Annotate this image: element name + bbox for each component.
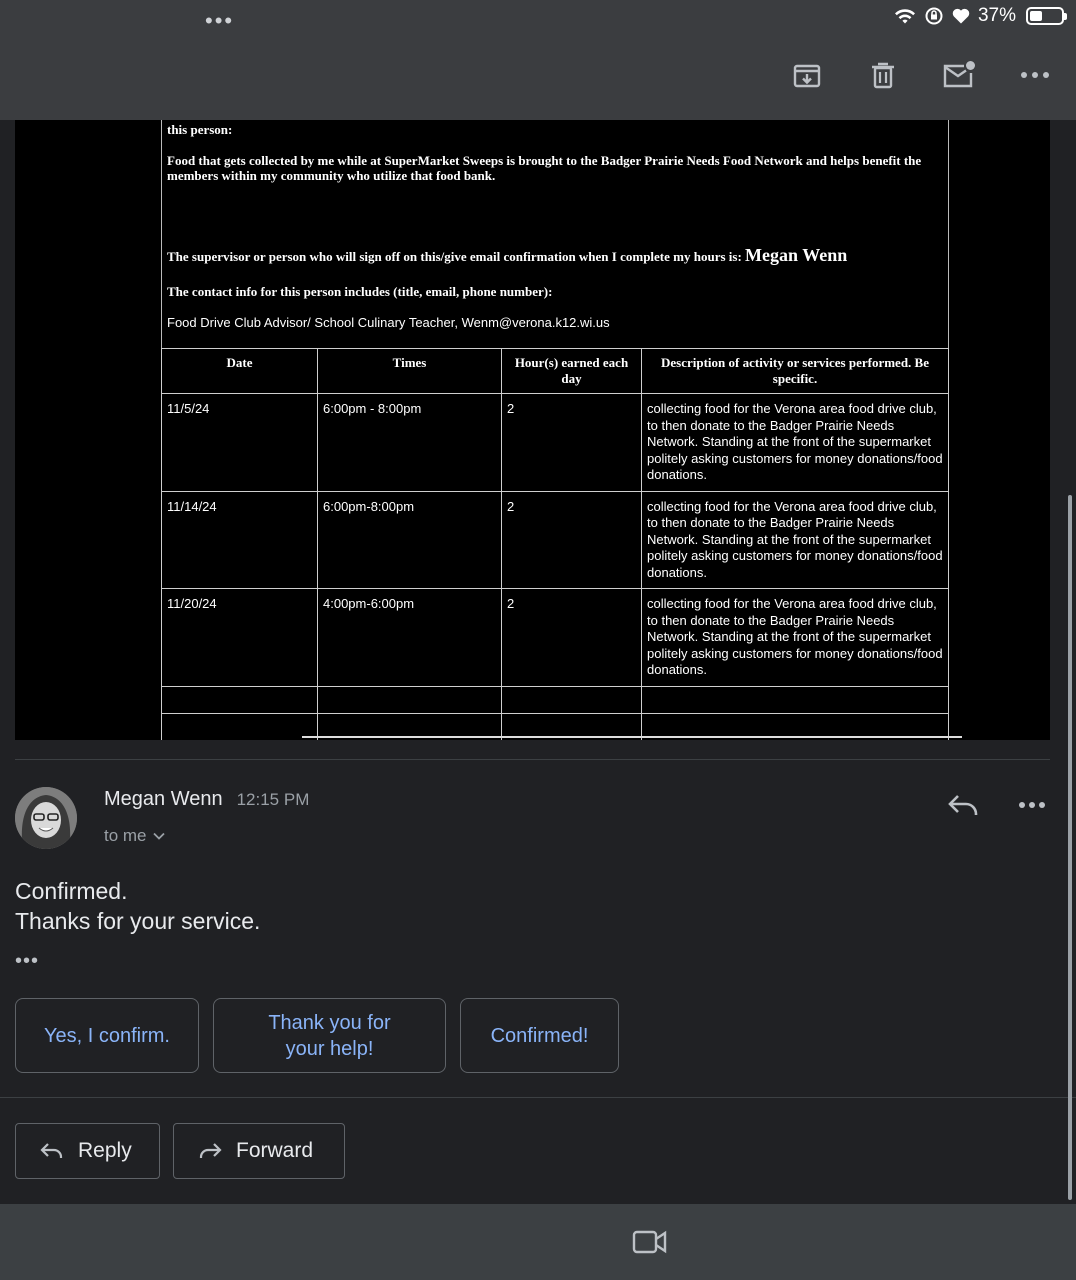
delete-button[interactable] xyxy=(864,58,902,92)
forward-button[interactable] xyxy=(173,1123,345,1179)
doc-supervisor-name: Megan Wenn xyxy=(745,245,848,265)
smart-reply-chip[interactable]: Yes, I confirm. xyxy=(15,998,199,1073)
message-body xyxy=(15,876,260,936)
trash-icon xyxy=(869,60,897,90)
doc-line-food: Food that gets collected by me while at SuperMarket Sweeps is brought to the Badger Prairie Needs Food Network and helps benefit the members within my community who utilize that food bank. xyxy=(167,153,922,183)
reply-icon xyxy=(40,1142,64,1160)
status-bar xyxy=(894,4,1064,28)
header-date: Date xyxy=(162,349,318,394)
heart-icon xyxy=(952,8,970,24)
header-hours: Hour(s) earned each day xyxy=(502,349,642,394)
battery-percent: 37% xyxy=(977,5,1016,26)
forward-icon xyxy=(198,1142,222,1160)
cell-hours: 2 xyxy=(502,394,642,492)
meet-video-button[interactable] xyxy=(632,1228,668,1256)
wifi-icon xyxy=(894,7,916,25)
smart-reply-chip[interactable]: Thank you for your help! xyxy=(213,998,446,1073)
doc-contact-info: Food Drive Club Advisor/ School Culinary Teacher, Wenm@verona.k12.wi.us xyxy=(167,315,610,330)
doc-supervisor-label: The supervisor or person who will sign off on this/give email confirmation when I complete my hours is: xyxy=(167,249,742,264)
attachment-image[interactable] xyxy=(15,120,1050,740)
bottom-bar xyxy=(0,1204,1076,1280)
actions-divider xyxy=(0,1097,1076,1098)
table-row xyxy=(162,491,949,589)
body-line-2: Thanks for your service. xyxy=(15,908,261,934)
hours-table xyxy=(161,348,949,740)
top-toolbar xyxy=(0,0,1076,120)
battery-icon xyxy=(1026,7,1064,25)
sender-name: Megan Wenn xyxy=(104,788,223,810)
cell-hours: 2 xyxy=(502,491,642,589)
cell-description: collecting food for the Verona area food drive club, to then donate to the Badger Prairie Needs Network. Standing at the front of the supermarket politely asking customers for money donations/food donations. xyxy=(642,589,949,687)
mark-unread-button[interactable] xyxy=(940,58,978,92)
reply-forward-row xyxy=(15,1123,345,1179)
avatar[interactable] xyxy=(15,787,77,849)
cell-times: 6:00pm - 8:00pm xyxy=(318,394,502,492)
cell-times: 4:00pm-6:00pm xyxy=(318,589,502,687)
smart-reply-chip[interactable]: Confirmed! xyxy=(460,998,619,1073)
doc-line-person: this person: xyxy=(167,122,233,137)
video-camera-icon xyxy=(632,1228,668,1256)
cell-description: collecting food for the Verona area food drive club, to then donate to the Badger Prairie Needs Network. Standing at the front of the supermarket politely asking customers for money donations/food donations. xyxy=(642,491,949,589)
cell-date: 11/14/24 xyxy=(162,491,318,589)
table-row xyxy=(162,589,949,687)
body-line-1: Confirmed. xyxy=(15,878,128,904)
show-trimmed-content-button[interactable]: ••• xyxy=(15,950,40,972)
recipient-details-toggle[interactable] xyxy=(104,826,165,846)
rotation-lock-icon xyxy=(924,6,944,26)
cell-date: 11/5/24 xyxy=(162,394,318,492)
doc-line-supervisor xyxy=(167,245,927,265)
more-horizontal-icon xyxy=(1018,801,1046,809)
recipient-label: to me xyxy=(104,826,147,845)
more-options-button[interactable] xyxy=(1016,58,1054,92)
avatar-photo-icon xyxy=(15,787,77,849)
reply-label: Reply xyxy=(78,1139,132,1162)
reply-icon-button[interactable] xyxy=(944,788,982,822)
doc-contact-label: The contact info for this person includes (title, email, phone number): xyxy=(167,284,553,299)
table-row xyxy=(162,394,949,492)
cell-date: 11/20/24 xyxy=(162,589,318,687)
chevron-down-icon xyxy=(153,832,165,840)
archive-button[interactable] xyxy=(788,58,826,92)
cell-description: collecting food for the Verona area food drive club, to then donate to the Badger Prairie Needs Network. Standing at the front of the supermarket politely asking customers for money donations/food donations. xyxy=(642,394,949,492)
scrollbar[interactable] xyxy=(1068,495,1072,1200)
doc-bottom-rule xyxy=(302,736,962,738)
sender-line xyxy=(104,788,309,811)
message-divider xyxy=(15,759,1050,760)
cell-times: 6:00pm-8:00pm xyxy=(318,491,502,589)
archive-icon xyxy=(792,60,822,90)
mail-unread-icon xyxy=(941,60,977,90)
header-times: Times xyxy=(318,349,502,394)
forward-label: Forward xyxy=(236,1139,314,1162)
table-header-row xyxy=(162,349,949,394)
smart-replies xyxy=(15,998,619,1073)
more-horizontal-icon xyxy=(1020,71,1050,79)
multitask-dots-icon[interactable]: ••• xyxy=(205,8,235,33)
header-description: Description of activity or services performed. Be specific. xyxy=(642,349,949,394)
message-more-button[interactable] xyxy=(1014,788,1050,822)
message-time: 12:15 PM xyxy=(236,790,310,809)
table-row-empty xyxy=(162,686,949,713)
cell-hours: 2 xyxy=(502,589,642,687)
reply-icon xyxy=(947,793,979,817)
reply-button[interactable] xyxy=(15,1123,160,1179)
